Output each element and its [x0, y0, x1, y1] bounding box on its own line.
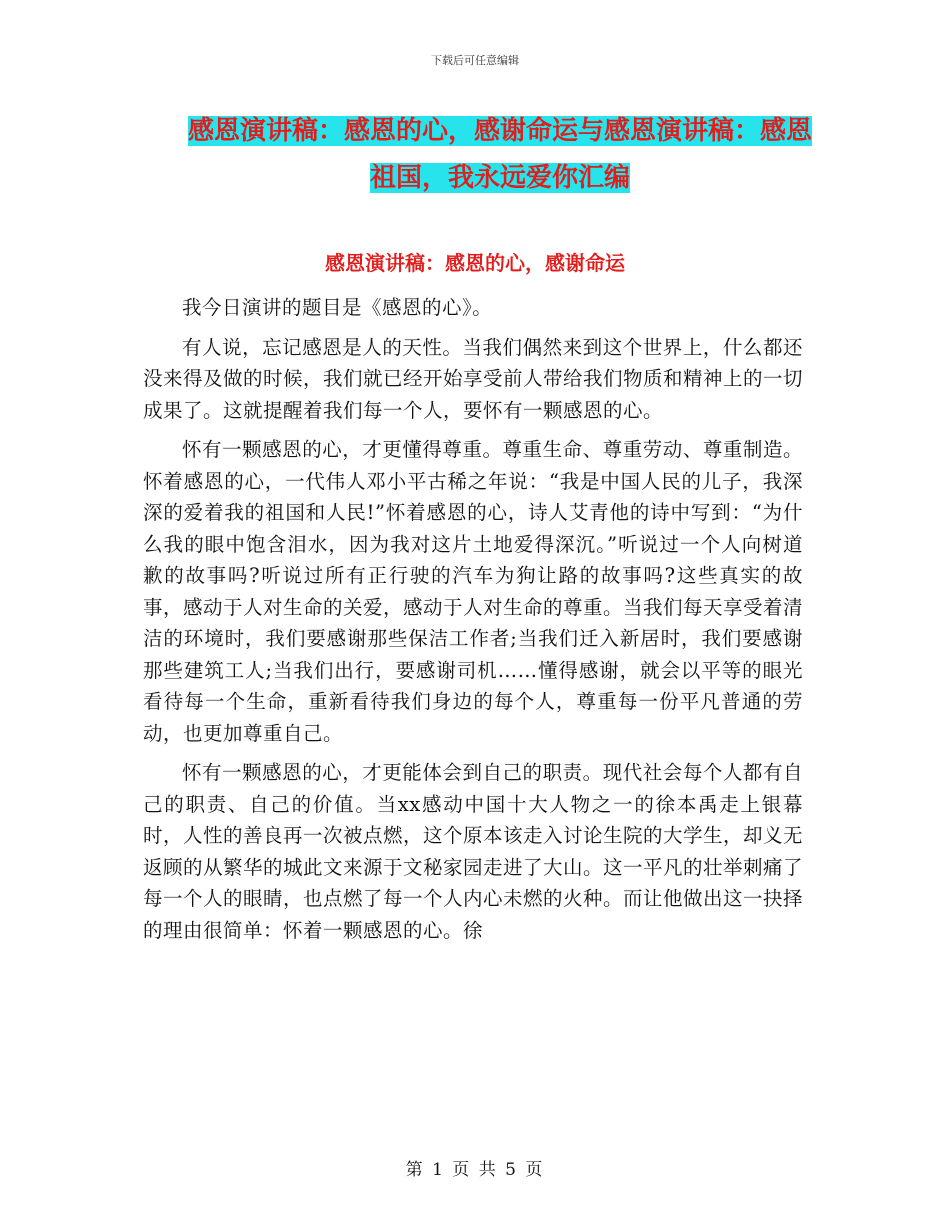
document-title-text: 感恩演讲稿：感恩的心，感谢命运与感恩演讲稿：感恩祖国，我永远爱你汇编: [187, 116, 812, 193]
paragraph: 我今日演讲的题目是《感恩的心》。: [182, 296, 493, 319]
document-body: [143, 292, 803, 954]
paragraph: 有人说，忘记感恩是人的天性。当我们偶然来到这个世界上，什么都还没来得及做的时候，我们就已经开始享受前人带给我们物质和精神上的一切成果了。这就提醒着我们每一个人，要怀有一颗感恩的心。: [143, 335, 804, 422]
page-indicator: 第 1 页 共 5 页: [405, 1160, 545, 1180]
document-title: [185, 108, 815, 202]
paragraph: 怀有一颗感恩的心，才更能体会到自己的职责。现代社会每个人都有自己的职责、自己的价值。当xx感动中国十大人物之一的徐本禹走上银幕时，人性的善良再一次被点燃，这个原本该走入讨论生院的大学生，却义无返顾的从繁华的城此文来源于文秘家园走进了大山。这一平凡的壮举刺痛了每一个人的眼睛，也点燃了每一个人内心未燃的火种。而让他做出这一抉择的理由很简单：怀着一颗感恩的心。徐: [143, 761, 804, 942]
paragraph: 怀有一颗感恩的心，才更懂得尊重。尊重生命、尊重劳动、尊重制造。怀着感恩的心，一代伟人邓小平古稀之年说：“我是中国人民的儿子，我深深的爱着我的祖国和人民!”怀着感恩的心，诗人艾青他的诗中写到：“为什么我的眼中饱含泪水，因为我对这片土地爱得深沉。”听说过一个人向树道歉的故事吗?听说过所有正行驶的汽车为狗让路的故事吗?这些真实的故事，感动于人对生命的关爱，感动于人对生命的尊重。当我们每天享受着清洁的环境时，我们要感谢那些保洁工作者;当我们迁入新居时，我们要感谢那些建筑工人;当我们出行，要感谢司机……懂得感谢，就会以平等的眼光看待每一个生命，重新看待我们身边的每个人，尊重每一份平凡普通的劳动，也更加尊重自己。: [143, 438, 804, 745]
header-note: 下载后可任意编辑: [431, 54, 519, 67]
section-title: 感恩演讲稿：感恩的心，感谢命运: [325, 251, 625, 275]
